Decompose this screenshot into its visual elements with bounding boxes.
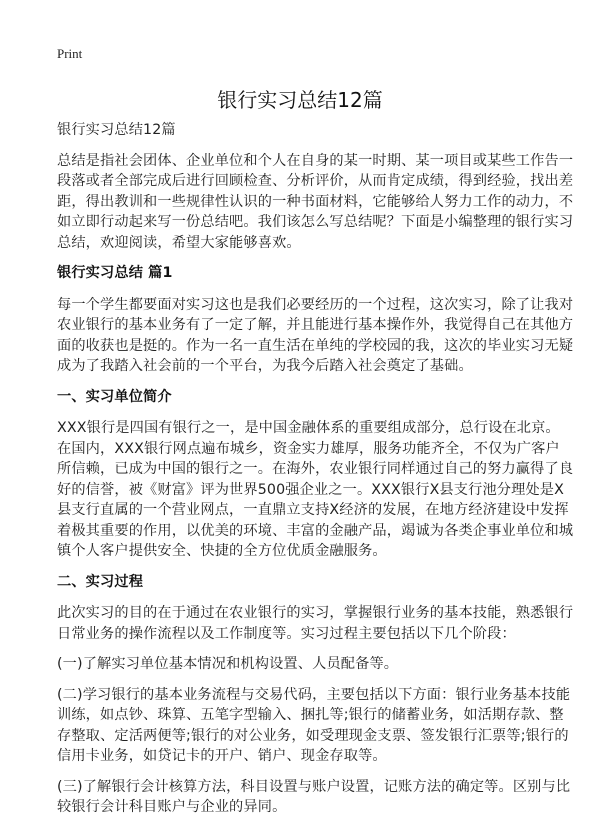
paragraph-line: 在国内，XXX银行网点遍布城乡，资金实力雄厚，服务功能齐全，不仅为广客户 [57,440,560,457]
paragraph-line: 段落或者全部完成后进行回顾检查、分析评价，从而肯定成绩，得到经验，找出差 [57,173,574,189]
paragraph-line: 信用卡业务，如贷记卡的开户、销户、现金存取等。 [57,748,387,764]
paragraph-line: 着极其重要的作用，以优美的环境、丰富的金融产品，竭诚为各类企事业单位和城 [57,522,574,539]
section-heading: 一、实习单位简介 [57,388,172,405]
paragraph [57,685,571,767]
paragraph-line: (三)了解银行会计核算方法，科目设置与账户设置，记账方法的确定等。区别与比 [57,778,571,795]
paragraph-line: 每一个学生都要面对实习这也是我们必要经历的一个过程，这次实习，除了让我对 [57,296,574,313]
paragraph [57,777,571,818]
paragraph [57,418,574,562]
section-heading: 二、实习过程 [57,573,144,590]
paragraph-line: 距，得出教训和一些规律性认识的一种书面材料，它能够给人努力工作的动力，不 [57,193,574,210]
paragraph-line: XXX银行是四国有银行之一，是中国金融体系的重要组成部分，总行设在北京。 [57,420,560,436]
paragraph-line: (二)学习银行的基本业务流程与交易代码，主要包括以下方面：银行业务基本技能 [57,686,571,703]
paragraph-line: 好的信誉，被《财富》评为世界500强企业之一。XXX银行X县支行池分理处是X [57,481,565,498]
paragraph-line: 农业银行的基本业务有了一定了解，并且能进行基本操作外，我觉得自己在其他方 [57,317,574,333]
paragraph [57,603,574,644]
paragraph [57,295,574,377]
paragraph-line: 日常业务的操作流程以及工作制度等。实习过程主要包括以下几个阶段： [57,625,516,642]
paragraph [57,654,557,675]
paragraph-line: 县支行直属的一个营业网点，一直鼎立支持X经济的发展，在地方经济建设中发挥 [57,502,569,518]
paragraph-line: 所信赖，已成为中国的银行之一。在海外，农业银行同样通过自己的努力赢得了良 [57,461,574,477]
paragraph-line: (一)了解实习单位基本情况和机构设置、人员配备等。 [57,656,399,672]
paragraph-line: 总结，欢迎阅读，希望大家能够喜欢。 [57,234,301,251]
paragraph-line: 存整取、定活两便等;银行的对公业务，如受理现金支票、签发银行汇票等;银行的 [57,727,569,744]
paragraph-line: 训练，如点钞、珠算、五笔字型输入、捆扎等;银行的储蓄业务，如活期存款、整 [57,707,564,723]
paragraph-line: 面的收获也是挺的。作为一名一直生活在单纯的学校园的我，这次的毕业实习无疑 [57,337,574,354]
paragraph-line: 较银行会计科目账户与企业的异同。 [57,799,287,815]
paragraph [57,151,574,254]
section-heading: 银行实习总结 篇1 [57,265,173,281]
document-body [57,120,574,828]
paragraph-line: 此次实习的目的在于通过在农业银行的实习，掌握银行业务的基本技能，熟悉银行 [57,605,574,621]
print-link[interactable]: Print [57,46,83,61]
page-title: 银行实习总结12篇 [217,88,383,112]
paragraph-line: 成为了我踏入社会前的一个平台，为我今后踏入社会奠定了基础。 [57,358,473,374]
paragraph-line: 镇个人客户提供安全、快捷的全方位优质金融服务。 [57,543,387,559]
paragraph-line: 如立即行动起来写一份总结吧。我们该怎么写总结呢？下面是小编整理的银行实习 [57,214,574,230]
document-subtitle: 银行实习总结12篇 [57,122,176,138]
paragraph-line: 总结是指社会团体、企业单位和个人在自身的某一时期、某一项目或某些工作告一 [57,152,574,169]
